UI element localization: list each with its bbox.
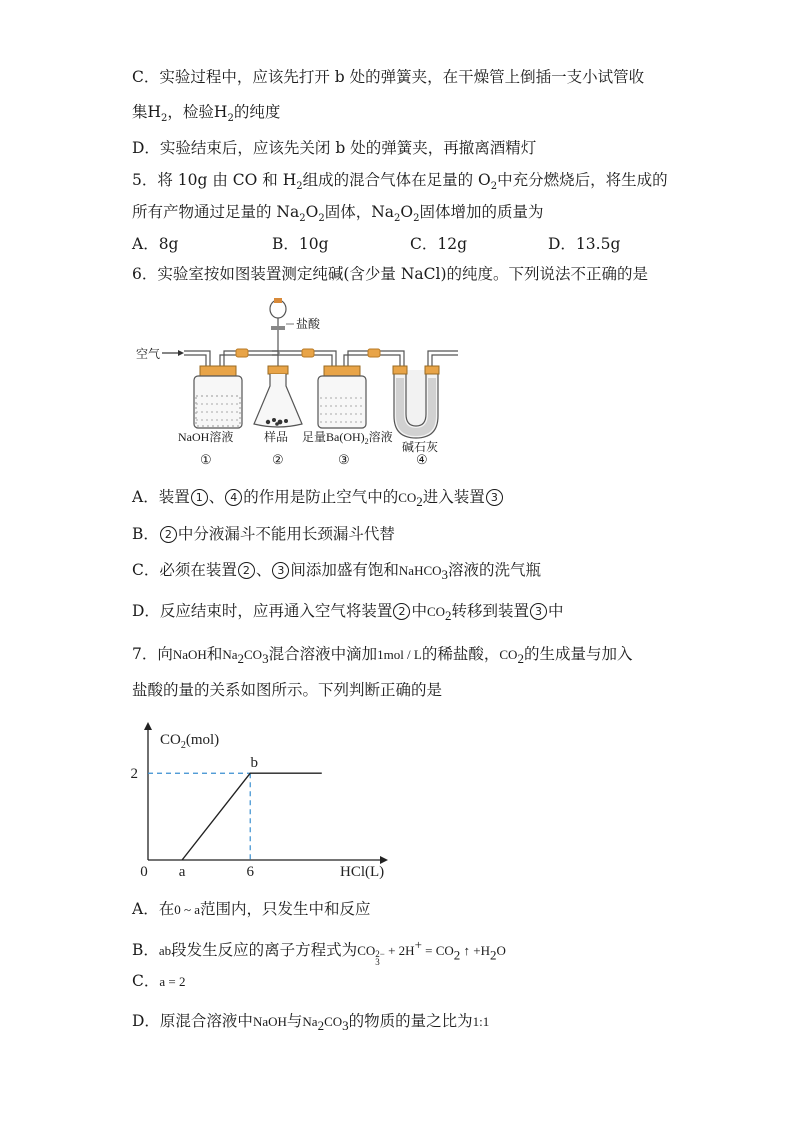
- q7-stem-line1: 7．向NaOH和$Na_2CO_3$混合溶液中滴加1mol / L的稀盐酸，$CO_2$的生成量与加入: [132, 645, 633, 667]
- q4-option-c-line1: C．实验过程中，应该先打开 b 处的弹簧夹，在干燥管上倒插一支小试管收: [132, 68, 645, 86]
- bottle1-stopper: [200, 366, 236, 376]
- q7-option-d: D．原混合溶液中NaOH与$Na_2CO_3$的物质的量之比为1:1: [132, 1012, 490, 1034]
- q5-stem-line1: 5．将 10g 由 CO 和 $H_2$组成的混合气体在足量的 $O_2$中充分燃烧后，将生成的: [132, 171, 668, 193]
- bottle3-baoh2: [318, 376, 366, 428]
- label-baoh2: 足量$Ba(OH)_2$溶液: [302, 430, 393, 446]
- q6-option-b: B． 2 中分液漏斗不能用长颈漏斗代替: [132, 525, 395, 543]
- x-axis-arrow: [380, 856, 388, 864]
- label-num-2: ②: [272, 452, 284, 467]
- q7-co2-hcl-chart: [130, 712, 400, 882]
- label-sample: 样品: [264, 430, 289, 444]
- label-num-1: ①: [200, 452, 212, 467]
- q7-option-c: C．a = 2: [132, 972, 186, 990]
- origin-label: 0: [140, 864, 148, 880]
- q5-option-c: C．12g: [410, 235, 468, 253]
- q4-option-c-line2: 集$H_2$，检验$H_2$的纯度: [132, 103, 281, 125]
- q5-stem-line2: 所有产物通过足量的 $Na_2O_2$固体，$Na_2O_2$固体增加的质量为: [132, 203, 544, 225]
- label-num-4: ④: [416, 452, 428, 467]
- y-tick-2: 2: [130, 766, 138, 783]
- y-axis-label: $CO_2(mol)$: [160, 732, 220, 751]
- q6-option-a: A．装置 1 、 4 的作用是防止空气中的$CO_2$进入装置 3: [132, 486, 504, 513]
- series-line: [182, 773, 322, 860]
- q6-apparatus-figure: [128, 296, 468, 468]
- q5-option-d: D．13.5g: [548, 235, 621, 253]
- q6-stem: 6．实验室按如图装置测定纯碱(含少量 NaCl)的纯度。下列说法不正确的是: [132, 265, 649, 283]
- q4-option-d: D．实验结束后，应该先关闭 b 处的弹簧夹，再撤离酒精灯: [132, 139, 537, 157]
- x-tick-6: 6: [246, 864, 254, 880]
- x-tick-a: a: [178, 864, 186, 880]
- point-label-b: b: [250, 755, 258, 772]
- label-num-3: ③: [338, 452, 350, 467]
- q5-option-a: A．8g: [132, 235, 179, 253]
- x-axis-label: HCl(L): [340, 864, 385, 880]
- flask-sample: [254, 374, 302, 427]
- label-air: 空气: [136, 347, 161, 361]
- q6-option-c: C．必须在装置 2 、 3 间添加盛有饱和NaHCO$_3$溶液的洗气瓶: [132, 561, 542, 583]
- label-naoh: NaOH溶液: [178, 430, 234, 444]
- q6-option-d: D．反应结束时，应再通入空气将装置 2 中$CO_2$转移到装置 3 中: [132, 602, 564, 624]
- q7-stem-line2: 盐酸的量的关系如图所示。下列判断正确的是: [132, 681, 443, 699]
- q5-option-b: B．10g: [272, 235, 329, 253]
- q7-option-a: A．在0 ~ a范围内，只发生中和反应: [132, 900, 371, 918]
- y-axis-arrow: [144, 722, 152, 730]
- q7-option-b: B．ab段发生反应的离子方程式为CO 2− 3 + $2H^+ = CO_2$ ↑ $+H_2O$: [132, 937, 506, 968]
- label-acid: 盐酸: [296, 317, 321, 331]
- label-soda-lime: 碱石灰: [402, 440, 439, 454]
